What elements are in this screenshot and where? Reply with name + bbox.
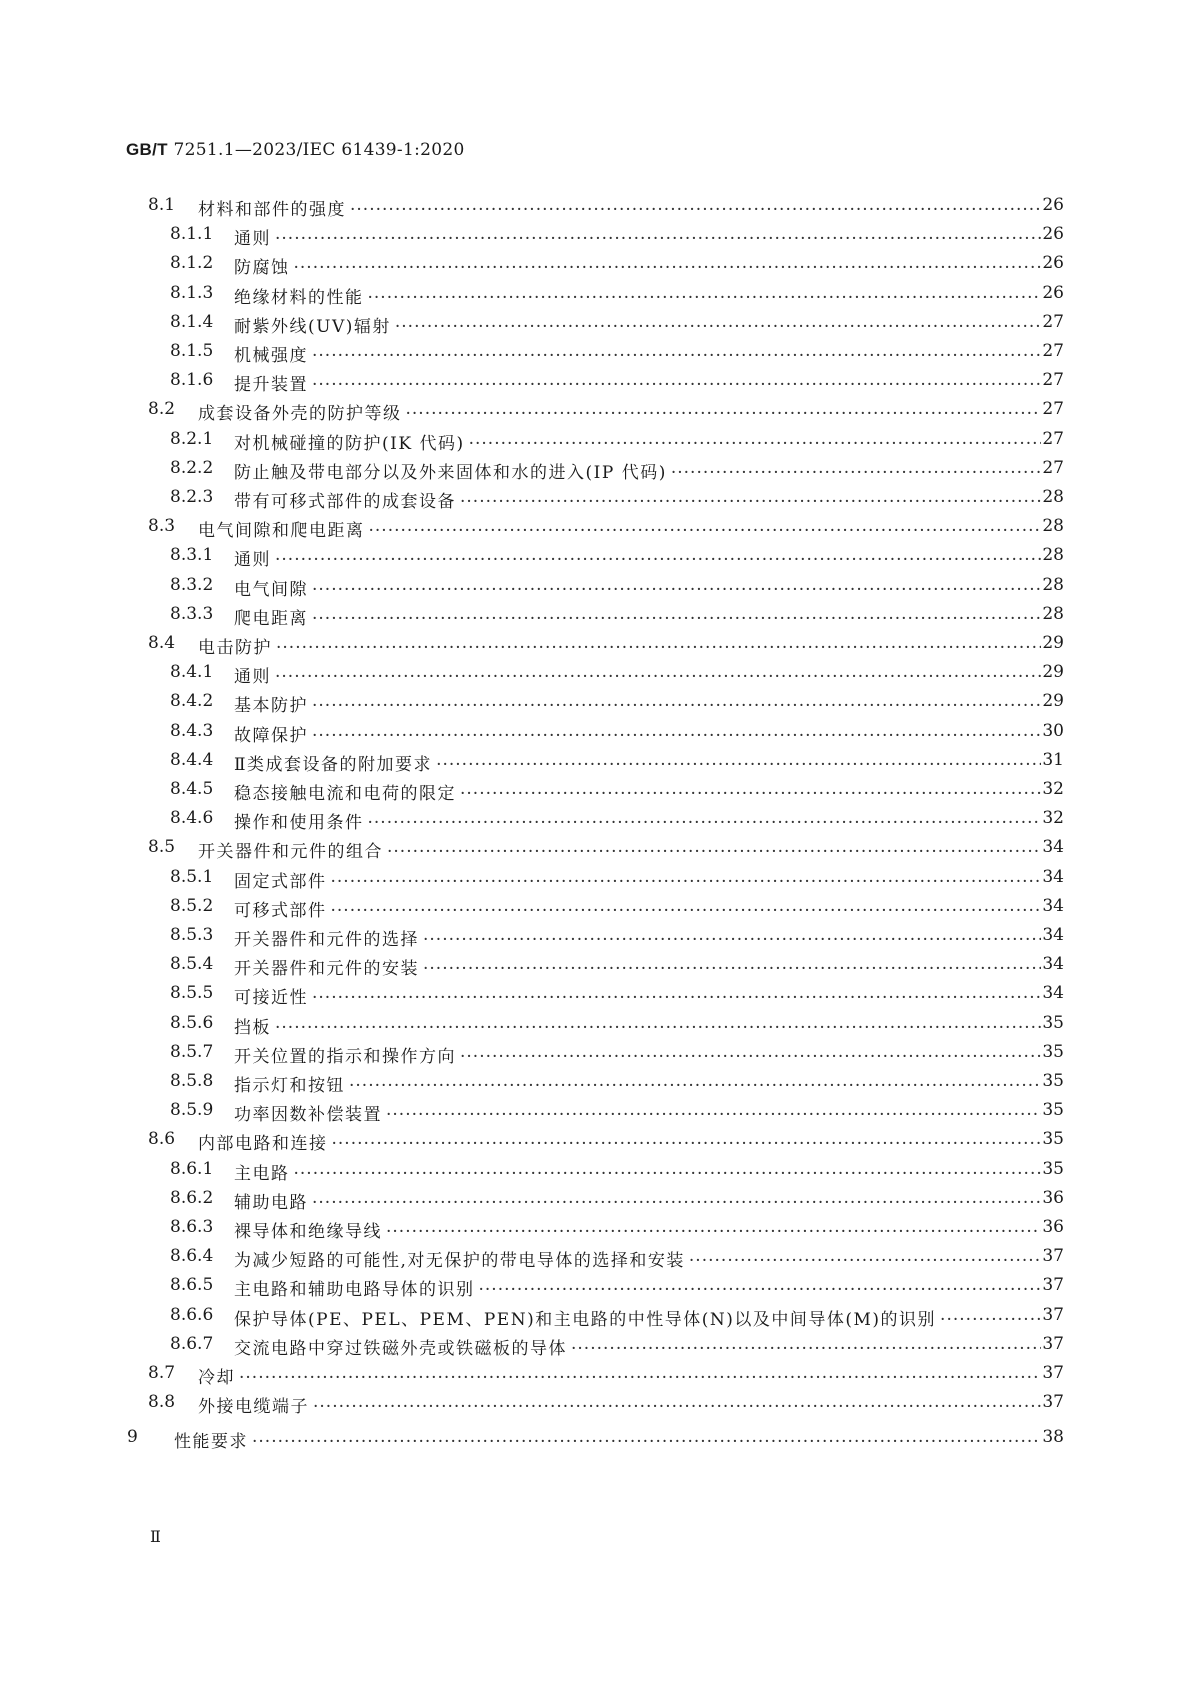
toc-entry-title: 固定式部件 xyxy=(234,867,331,892)
toc-entry-title: 主电路 xyxy=(234,1159,294,1184)
toc-entry-number: 8.2.3 xyxy=(170,487,214,507)
toc-entry-title: 稳态接触电流和电荷的限定 xyxy=(234,779,460,804)
toc-entry-body xyxy=(234,283,1041,308)
toc-entry-title: 外接电缆端子 xyxy=(198,1392,313,1417)
toc-entry-number: 8.2.1 xyxy=(170,428,214,449)
toc-entry[interactable] xyxy=(0,659,1191,690)
toc-entry[interactable] xyxy=(0,280,1191,311)
toc-entry-body xyxy=(234,341,1041,366)
toc-entry[interactable] xyxy=(0,951,1191,982)
toc-entry-number: 8.5.3 xyxy=(170,925,214,945)
toc-entry-title: 开关器件和元件的组合 xyxy=(198,837,387,862)
toc-entry-page: 34 xyxy=(1042,983,1064,1004)
toc-entry-body xyxy=(198,1363,1041,1388)
toc-leader-dots xyxy=(368,813,1042,833)
toc-entry-title: 通则 xyxy=(234,224,275,249)
toc-entry-page: 28 xyxy=(1042,574,1064,595)
toc-leader-dots xyxy=(312,375,1041,395)
toc-leader-dots xyxy=(312,726,1041,746)
toc-entry-body xyxy=(234,779,1041,804)
toc-leader-dots xyxy=(313,1397,1041,1417)
toc-entry-number: 8.1 xyxy=(148,195,176,215)
toc-entry-number: 8.1.3 xyxy=(170,282,214,303)
toc-entry-number: 8.1.4 xyxy=(170,311,214,332)
toc-leader-dots xyxy=(460,1047,1041,1067)
toc-entry[interactable] xyxy=(0,688,1191,719)
toc-entry-page: 35 xyxy=(1042,1100,1064,1121)
toc-entry-number: 8.6.1 xyxy=(170,1158,214,1179)
toc-entry-body xyxy=(234,487,1041,512)
toc-entry-body xyxy=(234,1100,1041,1125)
toc-entry-number: 8.3.2 xyxy=(170,574,214,595)
toc-entry-number: 8.1.5 xyxy=(170,341,214,361)
toc-entry[interactable] xyxy=(0,250,1191,281)
toc-entry[interactable] xyxy=(0,1331,1191,1362)
toc-entry-page: 36 xyxy=(1042,1187,1064,1208)
toc-entry-number: 8.7 xyxy=(148,1363,176,1383)
toc-entry-title: 内部电路和连接 xyxy=(198,1129,332,1154)
toc-entry[interactable] xyxy=(0,980,1191,1011)
toc-entry-number: 8.4.3 xyxy=(170,720,214,741)
toc-entry-title: 操作和使用条件 xyxy=(234,808,368,833)
toc-entry-page: 37 xyxy=(1042,1246,1064,1267)
toc-leader-dots xyxy=(294,258,1042,278)
toc-entry-page: 31 xyxy=(1042,749,1064,770)
toc-leader-dots xyxy=(331,901,1042,921)
toc-entry-title: 性能要求 xyxy=(174,1427,252,1452)
toc-entry-number: 8.4 xyxy=(148,633,176,653)
toc-entry-page: 35 xyxy=(1042,1129,1064,1150)
toc-leader-dots xyxy=(469,434,1041,454)
toc-entry-page: 26 xyxy=(1042,282,1064,303)
toc-entry-body xyxy=(234,1013,1041,1038)
toc-entry-title: 开关器件和元件的选择 xyxy=(234,925,423,950)
toc-entry[interactable] xyxy=(0,864,1191,895)
toc-entry-title: 主电路和辅助电路导体的识别 xyxy=(234,1275,479,1300)
toc-entry-number: 8.1.6 xyxy=(170,370,214,391)
toc-entry-number: 8.3.1 xyxy=(170,545,214,566)
toc-entry-page: 27 xyxy=(1042,311,1064,332)
toc-leader-dots xyxy=(331,872,1042,892)
toc-leader-dots xyxy=(294,1164,1042,1184)
toc-entry[interactable] xyxy=(0,309,1191,340)
toc-entry-page: 34 xyxy=(1042,954,1064,975)
toc-entry-title: 防腐蚀 xyxy=(234,253,294,278)
toc-entry-title: 辅助电路 xyxy=(234,1188,312,1213)
toc-entry-number: 8.3 xyxy=(148,516,176,537)
toc-entry-page: 35 xyxy=(1042,1158,1064,1179)
toc-leader-dots xyxy=(239,1368,1041,1388)
toc-entry-page: 37 xyxy=(1042,1333,1064,1354)
toc-entry-number: 8.6.7 xyxy=(170,1333,214,1354)
toc-entry-body xyxy=(234,662,1041,687)
toc-entry-number: 8.4.5 xyxy=(170,779,214,799)
toc-leader-dots xyxy=(312,580,1041,600)
toc-entry-body xyxy=(234,1042,1041,1067)
toc-entry-title: 可移式部件 xyxy=(234,896,331,921)
toc-entry-title: 可接近性 xyxy=(234,983,312,1008)
toc-leader-dots xyxy=(276,638,1041,658)
toc-entry-page: 34 xyxy=(1042,895,1064,916)
toc-entry-page: 37 xyxy=(1042,1304,1064,1325)
toc-entry-number: 8.5.9 xyxy=(170,1100,214,1121)
toc-entry-title: 对机械碰撞的防护(IK 代码) xyxy=(234,429,469,454)
toc-entry-number: 8.5.6 xyxy=(170,1012,214,1033)
toc-entry[interactable] xyxy=(0,1156,1191,1187)
toc-entry-body xyxy=(234,1275,1041,1300)
toc-entry-title: 交流电路中穿过铁磁外壳或铁磁板的导体 xyxy=(234,1334,571,1359)
toc-leader-dots xyxy=(368,288,1042,308)
toc-leader-dots xyxy=(275,1018,1041,1038)
toc-leader-dots xyxy=(349,1076,1041,1096)
toc-entry[interactable] xyxy=(0,192,1191,223)
toc-entry-page: 38 xyxy=(1042,1427,1064,1448)
toc-entry-number: 8.5.1 xyxy=(170,866,214,887)
toc-entry-title: 裸导体和绝缘导线 xyxy=(234,1217,386,1242)
toc-entry-number: 8.6.6 xyxy=(170,1304,214,1325)
toc-entry-title: 成套设备外壳的防护等级 xyxy=(198,399,406,424)
toc-entry-page: 32 xyxy=(1042,779,1064,799)
toc-entry-body xyxy=(198,1392,1041,1417)
toc-entry-title: 功率因数补偿装置 xyxy=(234,1100,386,1125)
toc-entry-page: 26 xyxy=(1042,224,1064,245)
toc-entry[interactable] xyxy=(0,630,1191,661)
toc-entry-page: 27 xyxy=(1042,341,1064,361)
toc-leader-dots xyxy=(312,696,1041,716)
toc-entry-title: 防止触及带电部分以及外来固体和水的进入(IP 代码) xyxy=(234,458,671,483)
toc-entry[interactable] xyxy=(0,1360,1191,1391)
toc-entry[interactable] xyxy=(0,1243,1191,1274)
toc-entry-page: 35 xyxy=(1042,1041,1064,1062)
toc-entry-page: 28 xyxy=(1042,603,1064,624)
toc-entry[interactable] xyxy=(0,1389,1191,1420)
toc-leader-dots xyxy=(275,667,1041,687)
toc-entry-page: 29 xyxy=(1042,691,1064,712)
toc-entry[interactable] xyxy=(0,922,1191,953)
toc-entry-number: 8.5 xyxy=(148,837,176,858)
toc-entry-page: 34 xyxy=(1042,866,1064,887)
toc-entry[interactable] xyxy=(0,367,1191,398)
document-header xyxy=(126,140,465,160)
toc-entry-body xyxy=(234,1305,1041,1330)
toc-entry-body xyxy=(234,808,1041,833)
toc-entry-page: 30 xyxy=(1042,720,1064,741)
toc-entry-number: 8.4.4 xyxy=(170,749,214,770)
toc-entry-page: 28 xyxy=(1042,545,1064,566)
toc-entry[interactable] xyxy=(0,455,1191,486)
toc-entry-title: 开关器件和元件的安装 xyxy=(234,954,423,979)
toc-leader-dots xyxy=(395,317,1041,337)
toc-entry-page: 35 xyxy=(1042,1012,1064,1033)
toc-entry-title: Ⅱ类成套设备的附加要求 xyxy=(234,750,436,775)
toc-entry-number: 8.4.2 xyxy=(170,691,214,712)
toc-entry-body xyxy=(234,896,1041,921)
toc-entry-number: 8.2.2 xyxy=(170,457,214,478)
toc-entry-body xyxy=(234,224,1041,249)
toc-entry[interactable] xyxy=(0,1185,1191,1216)
toc-entry[interactable] xyxy=(0,484,1191,515)
toc-leader-dots xyxy=(571,1339,1041,1359)
toc-entry-page: 28 xyxy=(1042,516,1064,537)
toc-leader-dots xyxy=(940,1310,1041,1330)
toc-entry[interactable] xyxy=(0,396,1191,427)
toc-leader-dots xyxy=(436,755,1041,775)
toc-entry-title: 电气间隙和爬电距离 xyxy=(198,516,369,541)
toc-entry-body xyxy=(234,370,1041,395)
toc-leader-dots xyxy=(387,842,1041,862)
toc-entry-body xyxy=(234,925,1041,950)
toc-entry-title: 开关位置的指示和操作方向 xyxy=(234,1042,460,1067)
toc-entry-number: 8.6.5 xyxy=(170,1275,214,1296)
toc-entry[interactable] xyxy=(0,1039,1191,1070)
toc-entry-number: 8.5.7 xyxy=(170,1041,214,1062)
toc-entry-number: 8.5.4 xyxy=(170,954,214,975)
toc-entry-page: 37 xyxy=(1042,1392,1064,1413)
toc-entry-body xyxy=(234,1159,1041,1184)
toc-entry[interactable] xyxy=(0,513,1191,544)
toc-entry[interactable] xyxy=(0,338,1191,369)
toc-entry-body xyxy=(198,516,1041,541)
page-number: Ⅱ xyxy=(150,1527,161,1546)
toc-entry-title: 为减少短路的可能性,对无保护的带电导体的选择和安装 xyxy=(234,1246,689,1271)
toc-entry-page: 27 xyxy=(1042,457,1064,478)
toc-entry-title: 挡板 xyxy=(234,1013,275,1038)
toc-entry-body xyxy=(234,312,1041,337)
toc-entry-body xyxy=(234,1217,1041,1242)
toc-leader-dots xyxy=(312,346,1041,366)
toc-leader-dots xyxy=(689,1251,1041,1271)
toc-entry-title: 带有可移式部件的成套设备 xyxy=(234,487,460,512)
toc-entry-page: 26 xyxy=(1042,253,1064,274)
toc-entry-page: 29 xyxy=(1042,633,1064,653)
toc-entry[interactable] xyxy=(0,601,1191,632)
toc-entry-number: 9 xyxy=(127,1427,138,1448)
toc-entry-body xyxy=(234,1334,1041,1359)
toc-entry[interactable] xyxy=(0,1424,1191,1455)
toc-entry-page: 28 xyxy=(1042,487,1064,507)
toc-entry-title: 通则 xyxy=(234,545,275,570)
toc-entry-body xyxy=(234,1246,1041,1271)
toc-entry-body xyxy=(234,458,1041,483)
toc-entry-number: 8.4.6 xyxy=(170,808,214,829)
toc-entry-body xyxy=(234,575,1041,600)
toc-entry-page: 34 xyxy=(1042,837,1064,858)
toc-entry-body xyxy=(174,1427,1041,1452)
toc-leader-dots xyxy=(275,550,1041,570)
standard-code: GB/T xyxy=(126,140,168,159)
toc-leader-dots xyxy=(275,229,1041,249)
toc-entry-body xyxy=(198,195,1041,220)
toc-entry-body xyxy=(234,721,1041,746)
toc-entry-title: 提升装置 xyxy=(234,370,312,395)
toc-entry-title: 爬电距离 xyxy=(234,604,312,629)
toc-entry-number: 8.1.2 xyxy=(170,253,214,274)
toc-entry[interactable] xyxy=(0,805,1191,836)
toc-entry[interactable] xyxy=(0,776,1191,807)
toc-entry-number: 8.8 xyxy=(148,1392,176,1413)
toc-entry-page: 27 xyxy=(1042,399,1064,420)
toc-entry[interactable] xyxy=(0,542,1191,573)
toc-entry-page: 36 xyxy=(1042,1217,1064,1237)
toc-entry-body xyxy=(234,1071,1041,1096)
toc-entry-title: 通则 xyxy=(234,662,275,687)
toc-entry-title: 绝缘材料的性能 xyxy=(234,283,368,308)
toc-entry[interactable] xyxy=(0,572,1191,603)
toc-entry-body xyxy=(234,545,1041,570)
toc-entry-title: 材料和部件的强度 xyxy=(198,195,350,220)
toc-entry-body xyxy=(198,837,1041,862)
toc-leader-dots xyxy=(423,930,1041,950)
toc-entry-body xyxy=(234,429,1041,454)
toc-entry-page: 34 xyxy=(1042,925,1064,945)
toc-entry-page: 35 xyxy=(1042,1071,1064,1091)
toc-entry-body xyxy=(234,954,1041,979)
toc-entry-page: 26 xyxy=(1042,195,1064,215)
toc-entry[interactable] xyxy=(0,834,1191,865)
toc-entry-number: 8.6.4 xyxy=(170,1246,214,1267)
toc-entry-title: 耐紫外线(UV)辐射 xyxy=(234,312,395,337)
toc-leader-dots xyxy=(386,1105,1041,1125)
toc-entry-body xyxy=(234,1188,1041,1213)
toc-entry-title: 基本防护 xyxy=(234,691,312,716)
toc-entry-body xyxy=(198,1129,1041,1154)
toc-entry-number: 8.1.1 xyxy=(170,224,214,245)
toc-entry-title: 电击防护 xyxy=(198,633,276,658)
toc-entry-number: 8.6.3 xyxy=(170,1217,214,1237)
toc-entry-title: 故障保护 xyxy=(234,721,312,746)
toc-entry[interactable] xyxy=(0,1272,1191,1303)
toc-entry-number: 8.5.8 xyxy=(170,1071,214,1091)
toc-entry-body xyxy=(198,633,1041,658)
toc-leader-dots xyxy=(460,492,1041,512)
toc-entry-page: 29 xyxy=(1042,662,1064,683)
toc-entry-number: 8.5.5 xyxy=(170,983,214,1004)
toc-leader-dots xyxy=(423,959,1041,979)
toc-entry-number: 8.6 xyxy=(148,1129,176,1150)
toc-leader-dots xyxy=(460,784,1041,804)
toc-leader-dots xyxy=(386,1222,1041,1242)
toc-entry-body xyxy=(198,399,1041,424)
toc-leader-dots xyxy=(332,1134,1042,1154)
toc-entry-title: 指示灯和按钮 xyxy=(234,1071,349,1096)
toc-entry-body xyxy=(234,983,1041,1008)
toc-leader-dots xyxy=(312,1193,1041,1213)
toc-leader-dots xyxy=(312,609,1041,629)
toc-entry[interactable] xyxy=(0,1126,1191,1157)
toc-entry[interactable] xyxy=(0,221,1191,252)
toc-entry[interactable] xyxy=(0,1068,1191,1099)
toc-entry[interactable] xyxy=(0,1097,1191,1128)
toc-entry-number: 8.4.1 xyxy=(170,662,214,683)
toc-entry-page: 37 xyxy=(1042,1275,1064,1296)
toc-leader-dots xyxy=(252,1432,1041,1452)
toc-entry-page: 27 xyxy=(1042,428,1064,449)
toc-entry-title: 机械强度 xyxy=(234,341,312,366)
toc-entry-page: 27 xyxy=(1042,370,1064,391)
toc-leader-dots xyxy=(406,404,1042,424)
toc-leader-dots xyxy=(671,463,1041,483)
toc-entry-number: 8.2 xyxy=(148,399,176,420)
toc-entry-number: 8.3.3 xyxy=(170,603,214,624)
toc-entry-title: 电气间隙 xyxy=(234,575,312,600)
toc-leader-dots xyxy=(350,200,1041,220)
toc-entry[interactable] xyxy=(0,426,1191,457)
toc-entry-page: 37 xyxy=(1042,1363,1064,1383)
toc-entry-body xyxy=(234,253,1041,278)
standard-number: 7251.1—2023/IEC 61439-1:2020 xyxy=(173,140,465,160)
toc-entry-body xyxy=(234,691,1041,716)
toc-entry-body xyxy=(234,867,1041,892)
toc-entry-page: 32 xyxy=(1042,808,1064,829)
toc-entry[interactable] xyxy=(0,893,1191,924)
toc-leader-dots xyxy=(369,521,1042,541)
toc-entry-title: 保护导体(PE、PEL、PEM、PEN)和主电路的中性导体(N)以及中间导体(M)的识别 xyxy=(234,1305,940,1330)
toc-entry[interactable] xyxy=(0,747,1191,778)
toc-entry-number: 8.5.2 xyxy=(170,895,214,916)
toc-entry-body xyxy=(234,604,1041,629)
toc-entry[interactable] xyxy=(0,718,1191,749)
toc-entry[interactable] xyxy=(0,1010,1191,1041)
toc-leader-dots xyxy=(312,988,1041,1008)
toc-leader-dots xyxy=(479,1280,1042,1300)
toc-entry-body xyxy=(234,750,1041,775)
toc-entry-number: 8.6.2 xyxy=(170,1187,214,1208)
toc-entry[interactable] xyxy=(0,1214,1191,1245)
toc-entry-title: 冷却 xyxy=(198,1363,239,1388)
toc-entry[interactable] xyxy=(0,1302,1191,1333)
